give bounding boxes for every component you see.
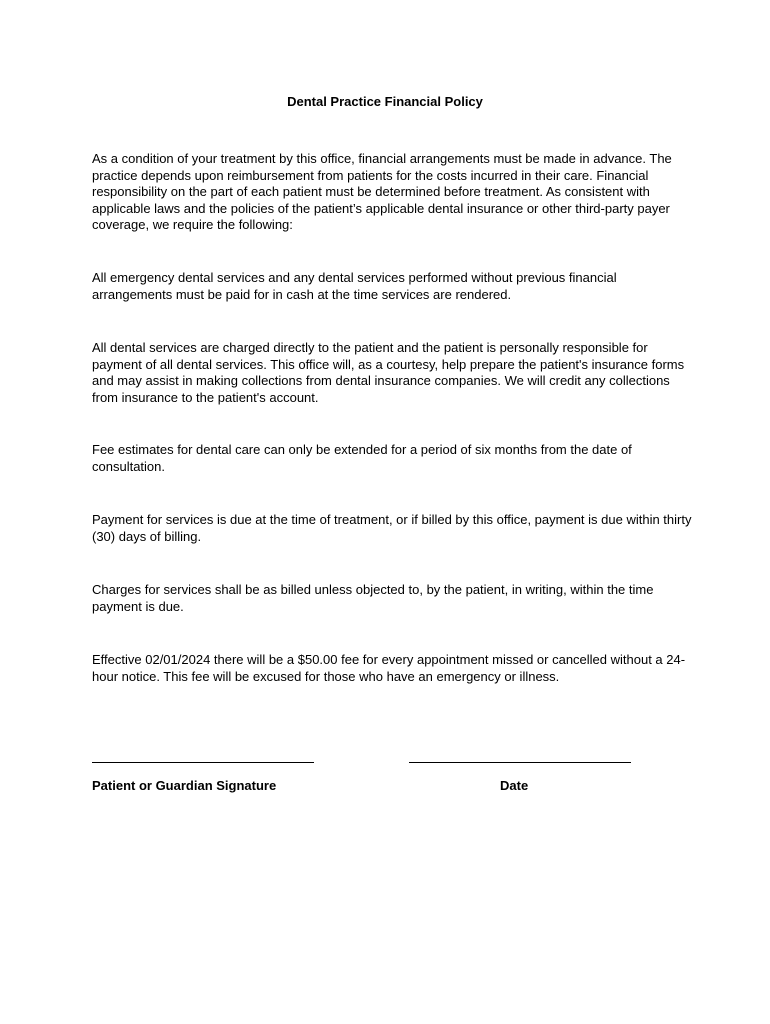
paragraph-patient-responsibility: All dental services are charged directly to the patient and the patient is personally responsible for payment of all dental services. This office will, as a courtesy, help prepare the patient's insurance forms and may assist in making collections from dental insurance companies. We will credit any collections from insurance to the patient's account. [92, 340, 685, 405]
date-label: Date [500, 778, 529, 793]
date-line[interactable] [409, 762, 631, 763]
paragraph-payment-due: Payment for services is due at the time of treatment, or if billed by this office, payment is due within thirty (30) days of billing. [92, 512, 692, 544]
document-title: Dental Practice Financial Policy [287, 94, 483, 109]
signature-label: Patient or Guardian Signature [92, 778, 277, 793]
paragraph-missed-appointment-fee: Effective 02/01/2024 there will be a $50.00 fee for every appointment missed or cancelled without a 24-hour notice. This fee will be excused for those who have an emergency or illness. [92, 652, 686, 684]
paragraph-emergency-services: All emergency dental services and any dental services performed without previous financial arrangements must be paid for in cash at the time services are rendered. [92, 270, 617, 302]
paragraph-charges: Charges for services shall be as billed unless objected to, by the patient, in writing, within the time payment is due. [92, 582, 654, 614]
paragraph-fee-estimates: Fee estimates for dental care can only be extended for a period of six months from the date of consultation. [92, 442, 632, 474]
paragraph-intro: As a condition of your treatment by this office, financial arrangements must be made in advance. The practice depends upon reimbursement from patients for the costs incurred in their care. Financial responsibility on the part of each patient must be determined before treatment. As consistent with applicable laws and the policies of the patient’s applicable dental insurance or other third-party payer coverage, we require the following: [92, 151, 672, 232]
signature-line[interactable] [92, 762, 314, 763]
